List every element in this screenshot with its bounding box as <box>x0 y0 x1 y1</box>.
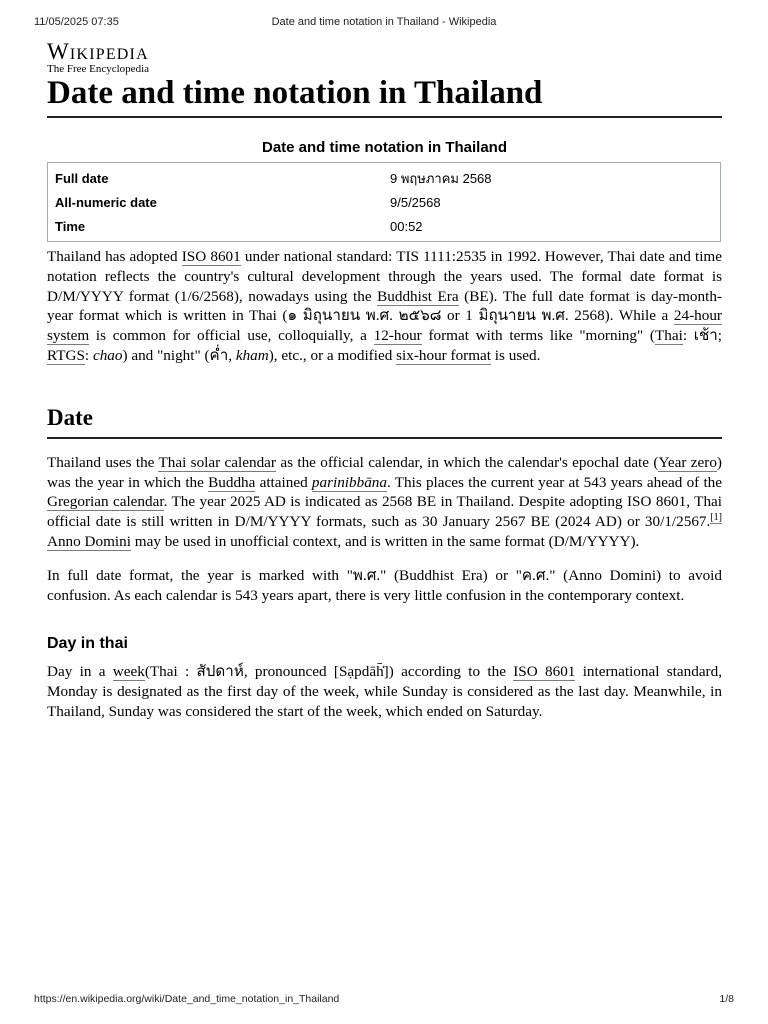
link-iso-8601[interactable]: ISO 8601 <box>181 248 241 265</box>
text-run: may be used in unofficial context, and is written in the same format (D/M/YYYY). <box>130 532 640 550</box>
intro-paragraph <box>47 247 722 366</box>
infobox-row <box>48 163 721 191</box>
print-url[interactable]: https://en.wikipedia.org/wiki/Date_and_time_notation_in_Thailand <box>34 993 340 1005</box>
infobox-row <box>48 214 721 242</box>
italic-term: chao <box>92 346 123 364</box>
print-page-number: 1/8 <box>719 993 734 1005</box>
text-run: is common for official use, colloquially, a <box>89 327 374 345</box>
subsection-heading-day-in-thai: Day in thai <box>47 635 128 653</box>
logo-wordmark: Wikipedia <box>47 39 149 64</box>
link-12-hour[interactable]: 12-hour <box>373 327 422 345</box>
text-run: is used. <box>491 346 541 364</box>
link-anno-domini[interactable]: Anno Domini <box>47 532 131 550</box>
print-timestamp: 11/05/2025 07:35 <box>34 16 119 28</box>
print-page-title: Date and time notation in Thailand - Wikipedia <box>271 16 497 28</box>
link-iso-8601[interactable]: ISO 8601 <box>513 663 576 681</box>
text-run: as the official calendar, in which the calendar's epochal date ( <box>275 453 659 471</box>
link-year-zero[interactable]: Year zero <box>658 453 717 471</box>
infobox-label: All-numeric date <box>55 194 157 210</box>
text-run: Thailand uses the <box>47 453 159 471</box>
text-run: format with terms like "morning" ( <box>421 327 655 345</box>
link-buddhist-era[interactable]: Buddhist Era <box>377 287 459 305</box>
day-paragraph <box>47 662 722 721</box>
infobox-value: 9 พฤษภาคม 2568 <box>390 170 492 186</box>
link-parinibbana[interactable]: parinibbāna <box>311 473 387 491</box>
link-six-hour-format[interactable]: six-hour format <box>396 346 491 364</box>
link-24-hour-system[interactable]: 24-hour system <box>47 307 722 345</box>
wikipedia-logo[interactable] <box>47 40 149 75</box>
text-run: Thailand has adopted <box>47 248 182 265</box>
article-content <box>47 72 722 722</box>
link-rtgs[interactable]: RTGS <box>47 346 85 364</box>
link-thai-solar-calendar[interactable]: Thai solar calendar <box>158 453 276 471</box>
infobox-label: Time <box>55 218 86 234</box>
link-buddha[interactable]: Buddha <box>208 473 256 491</box>
logo-tagline: The Free Encyclopedia <box>47 63 150 75</box>
citation-ref[interactable]: [1] <box>710 512 722 524</box>
section-heading-date: Date <box>47 403 722 439</box>
infobox-value: 9/5/2568 <box>390 194 441 210</box>
date-paragraph-1 <box>47 453 722 552</box>
link-gregorian-calendar[interactable]: Gregorian calendar <box>47 493 164 511</box>
text-run: ) was the year in which the <box>47 453 722 491</box>
infobox-caption: Date and time notation in Thailand <box>261 139 507 156</box>
infobox-row <box>48 190 721 214</box>
text-run: international standard, Monday is designated as the first day of the week, while Sunday is considered as the last day. Meanwhile, in Thailand, Sunday was considered the start of the week, which ended on Saturday. <box>47 663 723 720</box>
text-run: ), etc., or a modified <box>268 346 397 364</box>
infobox-value: 00:52 <box>390 218 423 234</box>
text-run: . The year 2025 AD is indicated as 2568 BE in Thailand. Despite adopting ISO 8601, Thai official date is still written in D/M/YYYY formats, such as 30 January 2567 BE (2024 AD) or 30/1/2567. <box>47 493 722 531</box>
text-run: ) and "night" (ค่ำ, <box>122 346 236 364</box>
text-run: : เช้า; <box>682 327 722 345</box>
italic-term: kham <box>235 346 269 364</box>
link-thai[interactable]: Thai <box>654 327 683 345</box>
text-run: attained <box>255 473 312 491</box>
text-run: Day in a <box>47 663 113 681</box>
text-run: . This places the current year at 543 years ahead of the <box>387 473 722 491</box>
page-title: Date and time notation in Thailand <box>47 72 722 118</box>
link-week[interactable]: week <box>112 663 145 681</box>
text-run: : <box>84 346 93 364</box>
text-run: (Thai : สัปดาห์, pronounced [Sạpdāh̄̒]) according to the <box>144 663 514 681</box>
date-paragraph-2: In full date format, the year is marked with "พ.ศ." (Buddhist Era) or "ค.ศ." (Anno Domini) to avoid confusion. As each calendar is 543 years apart, there is very little confusion in the contemporary context. <box>47 566 722 604</box>
infobox-label: Full date <box>55 170 109 186</box>
infobox-table <box>47 162 721 242</box>
text-run: (BE). The full date format is day-month-year format which is written in Thai (๑ มิถุนายน พ.ศ. ๒๕๖๘ or 1 มิถุนายน พ.ศ. 2568). While a <box>47 287 722 325</box>
text-run: under national standard: TIS 1111:2535 in 1992. However, Thai date and time notation reflects the country's cultural development through the years used. The formal date format is D/M/YYYY format (1/6/2568), nowadays using the <box>47 248 722 305</box>
infobox <box>47 137 722 242</box>
